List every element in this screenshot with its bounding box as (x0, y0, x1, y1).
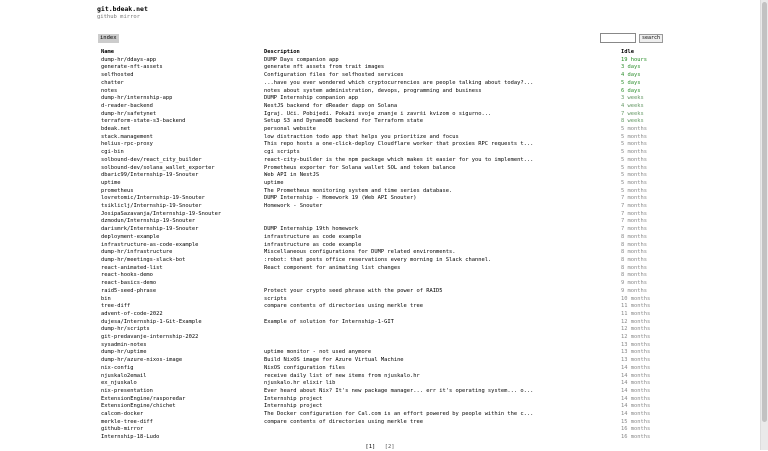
table-row[interactable] (98, 280, 664, 288)
table-row[interactable] (98, 226, 664, 234)
repo-name-link[interactable]: dump-hr/infrastructure (101, 249, 173, 256)
table-row[interactable] (98, 218, 664, 226)
repo-description[interactable]: React component for animating list changes (264, 264, 401, 271)
repo-name-link[interactable]: bin (101, 295, 111, 302)
table-row[interactable] (98, 234, 664, 242)
repo-idle-time: 16 months (621, 426, 651, 433)
table-row[interactable] (98, 188, 664, 196)
table-row[interactable] (98, 319, 664, 327)
column-header-description[interactable]: Description (264, 49, 300, 55)
repo-description[interactable]: infrastructure as code example (264, 233, 362, 240)
repo-idle-time: 5 months (621, 149, 647, 156)
repo-name-link[interactable]: uptime (101, 179, 121, 186)
table-row[interactable] (98, 195, 664, 203)
repo-idle-time: 7 months (621, 203, 647, 210)
repo-idle-time: 8 weeks (621, 118, 644, 125)
repo-idle-time: 5 months (621, 164, 647, 171)
site-title[interactable]: git.bdeak.net (97, 5, 148, 13)
repo-description[interactable]: Example of solution for Internship-1-GIT (264, 318, 394, 325)
table-row[interactable] (98, 311, 664, 319)
repo-description[interactable]: Prometheus exporter for Solana wallet SOL and token balance (264, 164, 456, 171)
table-row[interactable] (98, 296, 664, 304)
repo-idle-time: 13 months (621, 357, 651, 364)
table-row[interactable] (98, 172, 664, 180)
repo-description[interactable]: ...have you ever wondered which cryptocurrencies are people talking about today?... (264, 79, 534, 86)
repo-name-link[interactable]: dzmodun/Internship-19-Snouter (101, 218, 196, 225)
repo-name-link[interactable]: dump-hr/uptime (101, 349, 147, 356)
repo-name-link[interactable]: git-predavanje-internship-2022 (101, 334, 199, 341)
repo-description[interactable] (261, 280, 618, 288)
repo-name-link[interactable]: bdeak.net (101, 126, 131, 133)
table-row[interactable] (98, 149, 664, 157)
repo-description[interactable] (261, 272, 618, 280)
repo-description[interactable]: scripts (264, 295, 287, 302)
table-row[interactable] (98, 64, 664, 72)
repo-idle-time: 11 months (621, 310, 651, 317)
repo-idle-time: 7 months (621, 210, 647, 217)
index-tab[interactable]: index (100, 35, 117, 41)
repo-idle-time: 9 months (621, 280, 647, 287)
table-row[interactable] (98, 103, 664, 111)
repo-idle-time: 16 months (621, 434, 651, 441)
table-row[interactable] (98, 334, 664, 342)
repo-description[interactable]: uptime monitor - not used anymore (264, 349, 372, 356)
repo-idle-time: 14 months (621, 387, 651, 394)
table-row[interactable] (98, 57, 664, 65)
repo-description[interactable] (261, 334, 618, 342)
table-row[interactable] (98, 396, 664, 404)
repo-name-link[interactable]: notes (101, 87, 118, 94)
repo-name-link[interactable]: merkle-tree-diff (101, 418, 153, 425)
repo-idle-time: 9 months (621, 287, 647, 294)
table-row[interactable] (98, 242, 664, 250)
repo-description[interactable] (261, 434, 618, 442)
table-row[interactable] (98, 111, 664, 119)
search-input[interactable] (600, 33, 636, 43)
table-row[interactable] (98, 203, 664, 211)
pager-next-page[interactable]: [2] (384, 444, 395, 450)
repo-name-link[interactable]: JosipaSazavanja/Internship-19-Snouter (101, 210, 222, 217)
repo-idle-time: 11 months (621, 303, 651, 310)
repo-description[interactable]: DUMP Internship - Homework 19 (Web API Snouter) (264, 195, 417, 202)
repo-idle-time: 14 months (621, 380, 651, 387)
column-header-idle[interactable]: Idle (621, 49, 634, 55)
repo-name-link[interactable]: tsikliclj/Internship-19-Snouter (101, 203, 202, 210)
repo-idle-time: 3 days (621, 64, 641, 71)
scrollbar-thumb[interactable] (762, 2, 767, 422)
repo-name-link[interactable]: selfhosted (101, 72, 134, 79)
repo-description[interactable]: Miscellaneous configurations for DUMP related environments. (264, 249, 456, 256)
search-form (600, 33, 663, 43)
repo-idle-time: 13 months (621, 341, 651, 348)
repo-name-link[interactable]: lovretomic/Internship-19-Snouter (101, 195, 205, 202)
table-row[interactable] (98, 434, 664, 442)
repo-description[interactable]: Web API in NestJS (264, 172, 320, 179)
repo-description[interactable]: This repo hosts a one-click-deploy Cloudflare worker that proxies RPC requests t... (264, 141, 534, 148)
repo-idle-time: 6 days (621, 87, 641, 94)
table-row[interactable] (98, 72, 664, 80)
repo-description[interactable] (261, 426, 618, 434)
repo-description[interactable]: Ever heard about Nix? It's new package manager... err it's operating system... o... (264, 387, 534, 394)
table-row[interactable] (98, 272, 664, 280)
repo-name-link[interactable]: helius-rpc-proxy (101, 141, 153, 148)
table-row[interactable] (98, 426, 664, 434)
repo-name-link[interactable]: ExtensionEngine/raspoređar (101, 395, 186, 402)
column-header-name[interactable]: Name (101, 49, 114, 55)
repo-description[interactable]: DUMP Days companion app (264, 56, 339, 63)
repo-description[interactable]: compare contents of directories using merkle tree (264, 418, 424, 425)
repo-description[interactable] (261, 342, 618, 350)
repo-description[interactable]: The Docker configuration for Cal.com is an effort powered by people within the c... (264, 411, 534, 418)
repo-idle-time: 5 months (621, 141, 647, 148)
repo-description[interactable]: njuskalo.hr elixir lib (264, 380, 336, 387)
table-row[interactable] (98, 388, 664, 396)
repo-name-link[interactable]: github-mirror (101, 426, 144, 433)
repo-description[interactable]: generate nft assets from trait images (264, 64, 385, 71)
table-row[interactable] (98, 180, 664, 188)
repo-idle-time: 12 months (621, 326, 651, 333)
repo-description[interactable]: Build NixOS image for Azure Virtual Machine (264, 357, 404, 364)
repo-idle-time: 14 months (621, 395, 651, 402)
repo-idle-time: 14 months (621, 372, 651, 379)
repo-name-link[interactable]: ex_njuskalo (101, 380, 137, 387)
repo-description[interactable]: personal website (264, 126, 316, 133)
repo-description[interactable]: Protect your crypto seed phrase with the power of RAID5 (264, 287, 443, 294)
table-row[interactable] (98, 403, 664, 411)
repo-name-link[interactable]: darismrk/Internship-19-Snouter (101, 226, 199, 233)
repo-idle-time: 5 months (621, 126, 647, 133)
table-row[interactable] (98, 365, 664, 373)
repo-name-link[interactable]: dump-hr/ddays-app (101, 56, 157, 63)
repo-description[interactable]: receive daily list of new items from njuskalo.hr (264, 372, 420, 379)
repo-name-link[interactable]: dujesa/Internship-1-Git-Example (101, 318, 202, 325)
table-header-row (98, 49, 664, 57)
repo-name-link[interactable]: generate-nft-assets (101, 64, 163, 71)
repo-name-link[interactable]: calcom-docker (101, 411, 144, 418)
repo-description[interactable]: cgi scripts (264, 149, 300, 156)
vertical-scrollbar[interactable] (760, 0, 768, 450)
repo-name-link[interactable]: prometheus (101, 187, 134, 194)
repo-description[interactable]: react-city-builder is the npm package which makes it easier for you to implement... (264, 156, 534, 163)
table-row[interactable] (98, 157, 664, 165)
repo-name-link[interactable]: sysadmin-notes (101, 341, 147, 348)
repo-name-link[interactable]: tree-diff (101, 303, 131, 310)
repo-description[interactable]: DUMP Internship companion app (264, 95, 359, 102)
repo-idle-time: 8 months (621, 241, 647, 248)
table-row[interactable] (98, 141, 664, 149)
repo-description[interactable]: compare contents of directories using merkle tree (264, 303, 424, 310)
table-row[interactable] (98, 419, 664, 427)
repo-idle-time: 7 months (621, 226, 647, 233)
repo-idle-time: 5 months (621, 187, 647, 194)
search-button[interactable]: search (639, 34, 663, 43)
repo-idle-time: 5 months (621, 179, 647, 186)
repo-name-link[interactable]: solbound-dev/solana_wallet_exporter (101, 164, 215, 171)
repo-description[interactable]: Igraj. Uči. Pobijedi. Pokaži svoje znanje i završi kvizom o sigurno... (264, 110, 492, 117)
table-row[interactable] (98, 118, 664, 126)
repo-name-link[interactable]: dump-hr/safetynet (101, 110, 157, 117)
repo-idle-time: 3 weeks (621, 95, 644, 102)
table-row[interactable] (98, 411, 664, 419)
repo-idle-time: 8 months (621, 272, 647, 279)
repo-description[interactable]: Homework - Snouter (264, 203, 323, 210)
repo-name-link[interactable]: terraform-state-s3-backend (101, 118, 186, 125)
repo-description[interactable]: The Prometheus monitoring system and time series database. (264, 187, 453, 194)
repo-idle-time: 10 months (621, 295, 651, 302)
repo-name-link[interactable]: nix-presentation (101, 387, 153, 394)
repo-name-link[interactable]: solbound-dev/react_city_builder (101, 156, 202, 163)
repo-name-link[interactable]: react-basics-demo (101, 280, 157, 287)
table-row[interactable] (98, 342, 664, 350)
table-row[interactable] (98, 95, 664, 103)
repo-description[interactable] (261, 311, 618, 319)
table-row[interactable] (98, 211, 664, 219)
table-row[interactable] (98, 165, 664, 173)
repo-idle-time: 5 months (621, 172, 647, 179)
repo-description[interactable]: infrastructure as code example (264, 241, 362, 248)
repo-idle-time: 7 weeks (621, 110, 644, 117)
table-row[interactable] (98, 326, 664, 334)
repo-name-link[interactable]: nix-config (101, 364, 134, 371)
repo-idle-time: 14 months (621, 411, 651, 418)
repo-description[interactable]: NixOS configuration files (264, 364, 346, 371)
repo-rows (98, 57, 664, 442)
repo-description[interactable]: DUMP Internship 19th homework (264, 226, 359, 233)
pager-current-page: [1] (365, 444, 376, 450)
table-row[interactable] (98, 357, 664, 365)
repo-description[interactable] (261, 326, 618, 334)
repo-name-link[interactable]: dump-hr/internship-app (101, 95, 173, 102)
repo-idle-time: 12 months (621, 334, 651, 341)
repo-description[interactable]: notes about system administration, devops, programming and business (264, 87, 482, 94)
repo-description[interactable] (261, 211, 618, 219)
repo-idle-time: 5 months (621, 156, 647, 163)
table-row[interactable] (98, 249, 664, 257)
site-header (97, 5, 760, 27)
repo-description[interactable] (261, 218, 618, 226)
repo-idle-time: 12 months (621, 318, 651, 325)
repo-description[interactable]: Internship project (264, 395, 323, 402)
table-row[interactable] (98, 134, 664, 142)
repo-idle-time: 8 months (621, 233, 647, 240)
repo-idle-time: 4 weeks (621, 102, 644, 109)
repo-name-link[interactable]: dbaric99/Internship-19-Snouter (101, 172, 199, 179)
repo-idle-time: 14 months (621, 364, 651, 371)
repo-idle-time: 8 months (621, 249, 647, 256)
repo-description[interactable]: uptime (264, 179, 284, 186)
repo-description[interactable]: :robot: that posts office reservations every morning in Slack channel. (264, 256, 492, 263)
repo-name-link[interactable]: advent-of-code-2022 (101, 310, 163, 317)
repo-idle-time: 8 months (621, 264, 647, 271)
repo-index-table (98, 49, 664, 442)
repo-name-link[interactable]: react-hooks-demo (101, 272, 153, 279)
repo-name-link[interactable]: raid5-seed-phrase (101, 287, 157, 294)
repo-description[interactable]: Configuration files for selfhosted services (264, 72, 404, 79)
repo-idle-time: 13 months (621, 349, 651, 356)
repo-idle-time: 15 months (621, 418, 651, 425)
table-row[interactable] (98, 257, 664, 265)
repo-description[interactable]: NestJS backend for dReader dapp on Solana (264, 102, 398, 109)
repo-description[interactable]: Internship project (264, 403, 323, 410)
repo-idle-time: 8 months (621, 256, 647, 263)
repo-name-link[interactable]: d-reader-backend (101, 102, 153, 109)
table-row[interactable] (98, 380, 664, 388)
repo-name-link[interactable]: njuskalo2email (101, 372, 147, 379)
repo-name-link[interactable]: ExtensionEngine/chichet (101, 403, 176, 410)
table-row[interactable] (98, 126, 664, 134)
site-subtitle: github mirror (97, 14, 141, 20)
table-row[interactable] (98, 80, 664, 88)
repo-name-link[interactable]: dump-hr/meetings-slack-bot (101, 256, 186, 263)
repo-idle-time: 7 months (621, 195, 647, 202)
repo-idle-time: 5 months (621, 133, 647, 140)
table-row[interactable] (98, 303, 664, 311)
repo-name-link[interactable]: dump-hr/azure-nixos-image (101, 357, 183, 364)
repo-name-link[interactable]: Internship-18-Ludo (101, 434, 160, 441)
repo-idle-time: 19 hours (621, 56, 647, 63)
repo-idle-time: 4 days (621, 72, 641, 79)
repo-name-link[interactable]: chatter (101, 79, 124, 86)
repo-name-link[interactable]: dump-hr/scripts (101, 326, 150, 333)
repo-idle-time: 14 months (621, 403, 651, 410)
repo-name-link[interactable]: deployment-example (101, 233, 160, 240)
repo-idle-time: 5 days (621, 79, 641, 86)
repo-name-link[interactable]: stack.management (101, 133, 153, 140)
repo-idle-time: 7 months (621, 218, 647, 225)
table-row[interactable] (98, 288, 664, 296)
table-row[interactable] (98, 88, 664, 96)
table-row[interactable] (98, 265, 664, 273)
nav-row (97, 33, 663, 45)
repo-description[interactable]: Setup S3 and DynamoDB backend for Terraform state (264, 118, 424, 125)
table-row[interactable] (98, 349, 664, 357)
repo-name-link[interactable]: cgi-bin (101, 149, 124, 156)
table-row[interactable] (98, 373, 664, 381)
repo-name-link[interactable]: infrastructure-as-code-example (101, 241, 199, 248)
repo-description[interactable]: low distraction todo app that helps you prioritize and focus (264, 133, 459, 140)
repo-name-link[interactable]: react-animated-list (101, 264, 163, 271)
